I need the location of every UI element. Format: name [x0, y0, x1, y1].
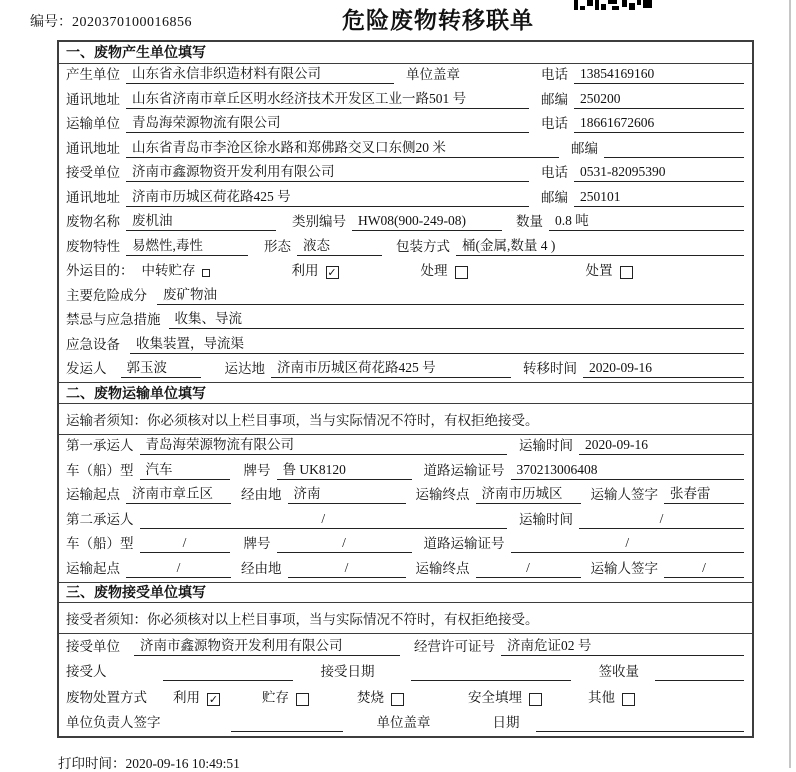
unit-seal-label: 单位盖章: [406, 67, 460, 83]
receive-unit-label: 接受单位: [66, 165, 120, 181]
section-1-body: [59, 64, 752, 383]
second-carrier-value: /: [140, 511, 508, 529]
unit-seal-label: 单位盖章: [376, 715, 431, 731]
form-line: [59, 557, 752, 582]
form-line: [59, 435, 752, 460]
checkbox-transfer-storage: [142, 263, 210, 280]
waste-trait-label: 废物特性: [66, 238, 120, 254]
checkbox-other: [588, 690, 635, 707]
form-line: [59, 113, 752, 138]
packaging-label: 包装方式: [396, 238, 450, 254]
via-label: 经由地: [241, 487, 282, 503]
vehicle-type-2-label: 车（船）型: [66, 536, 134, 552]
postcode-label: 邮编: [571, 140, 598, 156]
receiver-notice: 接受者须知：你必须核对以上栏目事项，当与实际情况不符时，有权拒绝接受。: [59, 603, 752, 634]
carrier-sign-value: 张春雷: [664, 486, 744, 504]
via-2-label: 经由地: [241, 560, 282, 576]
section-2-body: [59, 435, 752, 582]
checkbox-unchecked-icon: [296, 693, 309, 706]
print-time-value: 2020-09-16 10:49:51: [125, 756, 240, 771]
receiver-person-label: 接受人: [66, 664, 107, 680]
form-line: [59, 484, 752, 509]
section-1-header: 一、废物产生单位填写: [59, 42, 752, 64]
checkbox-unchecked-icon: [620, 266, 633, 279]
emergency-measures-value: 收集、导流: [169, 311, 745, 329]
checkbox-incinerate: [357, 690, 404, 707]
producer-unit-label: 产生单位: [66, 67, 120, 83]
checkbox-recycle-label: 利用: [291, 263, 319, 279]
form-line: [59, 260, 752, 285]
form-line: [59, 634, 752, 660]
plate-no-label: 牌号: [243, 462, 271, 478]
qr-code-fragment: [574, 0, 652, 10]
checkbox-unchecked-icon: [391, 693, 404, 706]
serial-value: 2020370100016856: [72, 15, 192, 30]
transport-time-2-label: 运输时间: [519, 511, 573, 527]
carrier-sign-2-value: /: [664, 560, 744, 578]
receiver-postcode-value: 250101: [574, 189, 744, 207]
form-line: [59, 162, 752, 187]
emergency-measures-label: 禁忌与应急措施: [66, 312, 161, 328]
road-permit-value: 370213006408: [511, 462, 745, 480]
print-time-label: 打印时间：: [58, 756, 126, 771]
form-line: [59, 235, 752, 260]
consignor-value: 郭玉波: [121, 360, 201, 378]
transport-time-label: 运输时间: [519, 438, 573, 454]
producer-postcode-value: 250200: [574, 91, 744, 109]
date-value: [536, 731, 745, 732]
checkbox-store: [262, 690, 309, 707]
road-permit-label: 道路运输证号: [423, 462, 505, 478]
first-carrier-label: 第一承运人: [66, 438, 134, 454]
vehicle-type-value: 汽车: [140, 462, 230, 480]
form-state-label: 形态: [264, 238, 291, 254]
form-line: [59, 64, 752, 89]
checkbox-landfill: [468, 690, 542, 707]
checkbox-recycle: [292, 263, 339, 280]
form-line: [59, 284, 752, 309]
section-3-body: [59, 634, 752, 736]
category-code-label: 类别编号: [292, 214, 346, 230]
form-line: [59, 660, 752, 686]
checkbox-store-label: 贮存: [262, 689, 289, 705]
producer-phone-value: 13854169160: [574, 66, 744, 84]
hazardous-component-value: 废矿物油: [157, 287, 744, 305]
origin-2-value: /: [126, 560, 231, 578]
receiver-unit-value: 济南市鑫源物资开发利用有限公司: [134, 638, 400, 656]
packaging-value: 桶(金属,数量 4 ): [456, 238, 744, 256]
checkbox-checked-icon: ✓: [208, 692, 219, 706]
form-line: [59, 137, 752, 162]
waste-trait-value: 易燃性,毒性: [126, 238, 248, 256]
first-carrier-value: 青岛海荣源物流有限公司: [140, 437, 508, 455]
print-time: [58, 752, 240, 772]
checkbox-checked-icon: ✓: [327, 266, 337, 280]
vehicle-type-label: 车（船）型: [66, 462, 134, 478]
emergency-equipment-label: 应急设备: [66, 336, 120, 352]
transporter-address-value: 山东省青岛市李沧区徐水路和郑佛路交叉口东侧20 米: [126, 140, 559, 158]
checkbox-recycle-2: [173, 690, 220, 707]
checkbox-dispose-label: 处置: [585, 263, 613, 279]
responsible-sign-value: [231, 731, 343, 732]
checkbox-dispose: [586, 263, 633, 280]
waste-name-value: 废机油: [126, 213, 276, 231]
receive-date-label: 接受日期: [320, 664, 375, 680]
receive-unit-label: 接受单位: [66, 638, 120, 654]
form-line: [59, 211, 752, 236]
emergency-equipment-value: 收集装置，导流渠: [130, 336, 744, 354]
transporter-name-value: 青岛海荣源物流有限公司: [126, 115, 529, 133]
serial-label: 编号：: [30, 15, 72, 30]
transport-time-2-value: /: [579, 511, 744, 529]
checkbox-other-label: 其他: [588, 689, 615, 705]
plate-no-2-label: 牌号: [243, 536, 271, 552]
form-line: [59, 508, 752, 533]
receive-date-value: [411, 680, 571, 681]
road-permit-2-value: /: [511, 535, 745, 553]
outbound-purpose-label: 外运目的：: [66, 263, 134, 279]
destination-label: 运达地: [224, 361, 265, 377]
transport-unit-label: 运输单位: [66, 116, 120, 132]
carrier-sign-label: 运输人签字: [590, 487, 658, 503]
form-line: [59, 459, 752, 484]
checkbox-unchecked-icon: [529, 693, 542, 706]
phone-label: 电话: [541, 165, 568, 181]
page-title: 危险废物转移联单: [342, 8, 534, 34]
plate-no-2-value: /: [277, 535, 412, 553]
checkbox-treat: [421, 263, 468, 280]
license-no-value: 济南危证02 号: [501, 638, 744, 656]
terminus-value: 济南市历城区: [476, 486, 581, 504]
transporter-phone-value: 18661672606: [574, 115, 744, 133]
receiver-name-value: 济南市鑫源物资开发利用有限公司: [126, 164, 529, 182]
vehicle-type-2-value: /: [140, 535, 230, 553]
transport-time-value: 2020-09-16: [579, 437, 744, 455]
checkbox-unchecked-icon: [622, 693, 635, 706]
destination-value: 济南市历城区荷花路425 号: [271, 360, 511, 378]
license-no-label: 经营许可证号: [414, 638, 495, 654]
form-line: [59, 533, 752, 558]
carrier-notice: 运输者须知：你必须核对以上栏目事项，当与实际情况不符时，有权拒绝接受。: [59, 404, 752, 435]
via-value: 济南: [288, 486, 406, 504]
mail-address-label: 通讯地址: [66, 91, 120, 107]
road-permit-2-label: 道路运输证号: [423, 536, 505, 552]
form-line: [59, 358, 752, 383]
checkbox-incinerate-label: 焚烧: [357, 689, 384, 705]
mail-address-label: 通讯地址: [66, 140, 120, 156]
mail-address-label: 通讯地址: [66, 189, 120, 205]
form-line: [59, 88, 752, 113]
section-2-header: 二、废物运输单位填写: [59, 382, 752, 404]
origin-2-label: 运输起点: [66, 560, 120, 576]
checkbox-treat-label: 处理: [420, 263, 448, 279]
form-line: [59, 333, 752, 358]
postcode-label: 邮编: [541, 189, 568, 205]
terminus-2-label: 运输终点: [415, 560, 470, 576]
producer-address-value: 山东省济南市章丘区明水经济技术开发区工业一路501 号: [126, 91, 529, 109]
transporter-postcode-value: [604, 157, 744, 158]
form-line: [59, 186, 752, 211]
category-code-value: HW08(900-249-08): [352, 213, 502, 231]
section-3-header: 三、废物接受单位填写: [59, 582, 752, 604]
quantity-label: 数量: [516, 214, 543, 230]
form-line: [59, 309, 752, 334]
responsible-sign-label: 单位负责人签字: [66, 715, 161, 731]
producer-unit-value: 山东省永信非织造材料有限公司: [126, 66, 394, 84]
terminus-label: 运输终点: [415, 487, 470, 503]
postcode-label: 邮编: [541, 91, 568, 107]
signed-amount-label: 签收量: [598, 664, 639, 680]
consignor-label: 发运人: [66, 361, 107, 377]
hazardous-component-label: 主要危险成分: [66, 287, 147, 303]
terminus-2-value: /: [476, 560, 581, 578]
origin-value: 济南市章丘区: [126, 486, 231, 504]
checkbox-unchecked-icon: [455, 266, 468, 279]
checkbox-landfill-label: 安全填埋: [468, 689, 522, 705]
waste-name-label: 废物名称: [66, 214, 120, 230]
checkbox-transfer-storage-label: 中转贮存: [141, 263, 196, 279]
checkbox-unchecked-icon: [202, 269, 210, 277]
signed-amount-value: [655, 680, 744, 681]
transfer-form-table: [57, 40, 754, 738]
checkbox-recycle-2-label: 利用: [173, 689, 200, 705]
origin-label: 运输起点: [66, 487, 120, 503]
carrier-sign-2-label: 运输人签字: [590, 560, 658, 576]
form-line: [59, 711, 752, 737]
receiver-person-value: [163, 680, 293, 681]
form-line: [59, 685, 752, 711]
plate-no-value: 鲁 UK8120: [277, 462, 412, 480]
second-carrier-label: 第二承运人: [66, 511, 134, 527]
receiver-phone-value: 0531-82095390: [574, 164, 744, 182]
phone-label: 电话: [541, 116, 568, 132]
form-state-value: 液态: [297, 238, 382, 256]
phone-label: 电话: [541, 67, 568, 83]
transfer-time-value: 2020-09-16: [583, 360, 744, 378]
via-2-value: /: [288, 560, 406, 578]
quantity-value: 0.8 吨: [549, 213, 744, 231]
page-edge-line: [789, 0, 791, 768]
transfer-time-label: 转移时间: [523, 361, 577, 377]
receiver-address-value: 济南市历城区荷花路425 号: [126, 189, 529, 207]
disposal-method-label: 废物处置方式: [66, 689, 147, 705]
date-label: 日期: [492, 715, 520, 731]
